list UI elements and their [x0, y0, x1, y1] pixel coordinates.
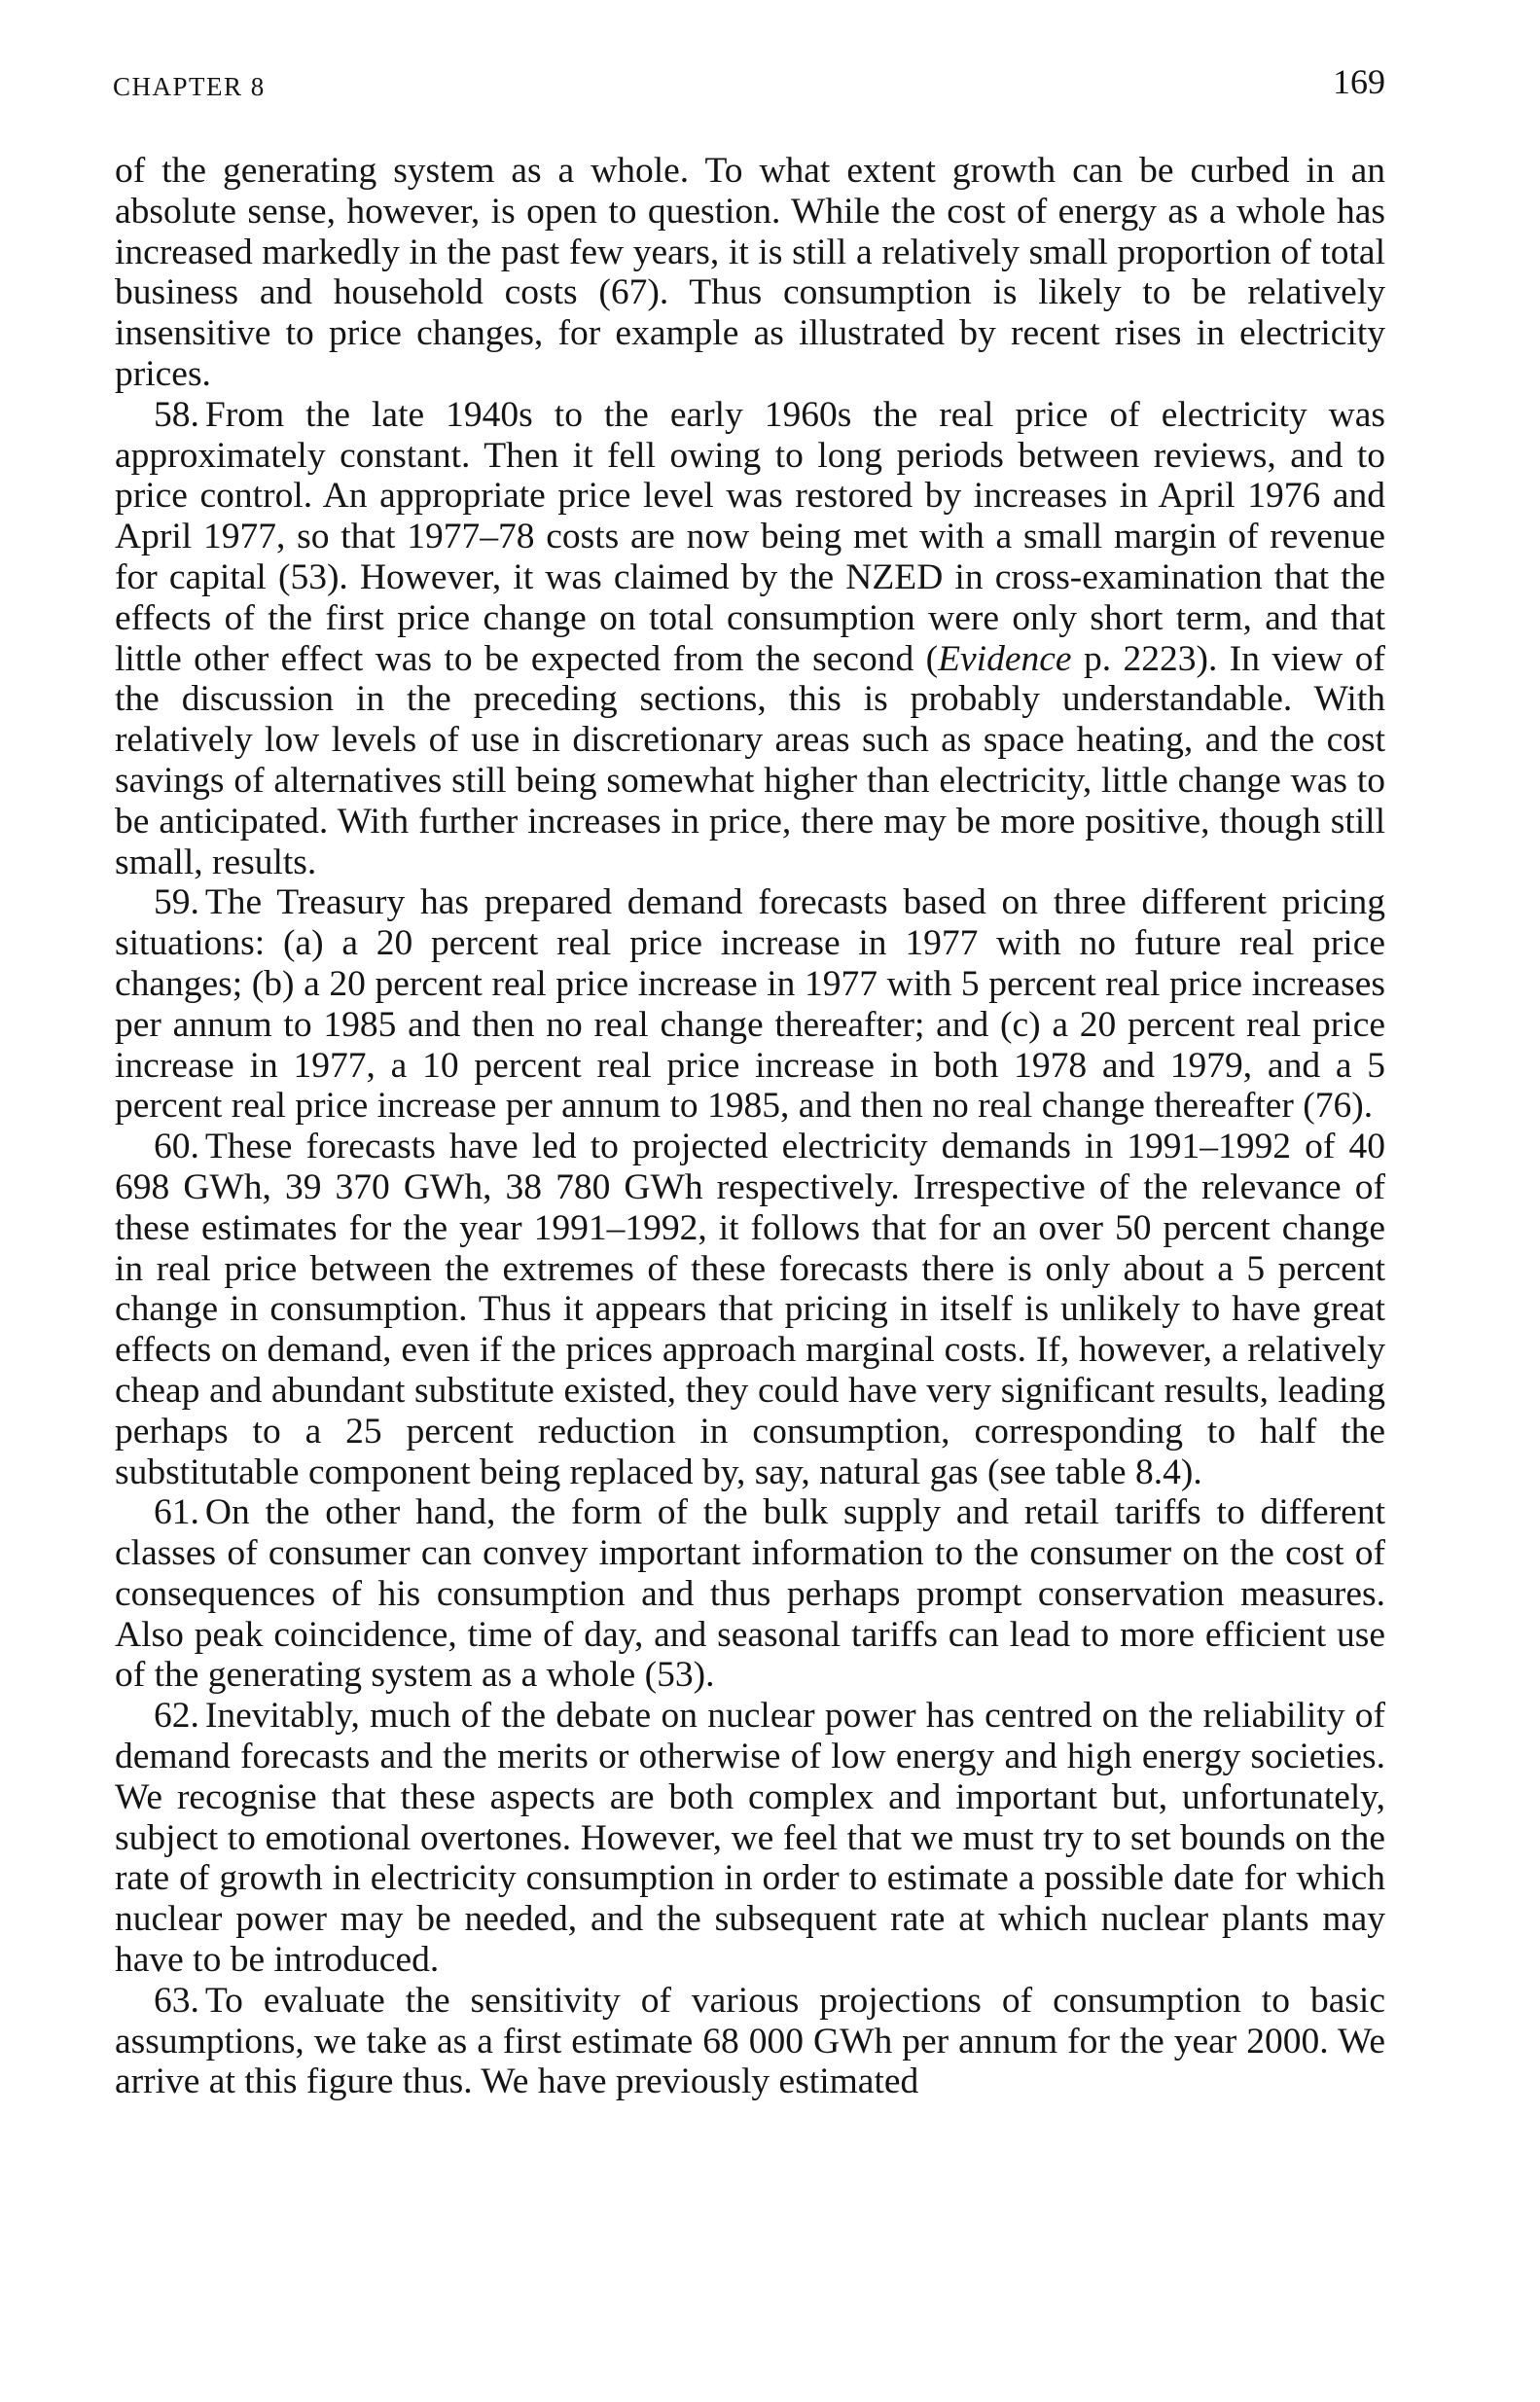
paragraph-text: On the other hand, the form of the bulk supply and retail tariffs to different classes of consumer can convey important information to the consumer on the cost of consequences of his consumption and thus perhaps prompt conservation measures. Also peak coincidence, time of day, and seasonal tariffs can lead to more efficient use of the generating system as a whole (53).	[115, 1492, 1385, 1696]
continued-paragraph	[115, 151, 1385, 395]
body-text	[115, 151, 1385, 2102]
paragraph-62	[115, 1696, 1385, 1981]
paragraph-61	[115, 1492, 1385, 1696]
paragraph-63	[115, 1981, 1385, 2102]
paragraph-text: These forecasts have led to projected electricity demands in 1991–1992 of 40 698 GWh, 39 370 GWh, 38 780 GWh respectively. Irrespective of the relevance of these estimates for the year 1991–1992, it follows that for an over 50 percent change in real price between the extremes of these forecasts there is only about a 5 percent change in consumption. Thus it appears that pricing in itself is unlikely to have great effects on demand, even if the prices approach marginal costs. If, however, a relatively cheap and abundant substitute existed, they could have very significant results, leading perhaps to a 25 percent reduction in consumption, corresponding to half the substitutable component being replaced by, say, natural gas (see table 8.4).	[115, 1127, 1385, 1492]
paragraph-number: 61.	[154, 1492, 199, 1533]
chapter-label: CHAPTER 8	[113, 72, 266, 101]
paragraph-58	[115, 395, 1385, 883]
paragraph-text: p. 2223). In view of the discussion in the preceding sections, this is probably understandable. With relatively low levels of use in discretionary areas such as space heating, and the cost savings of alternatives still being somewhat higher than electricity, little change was to be anticipated. With further increases in price, there may be more positive, though still small, results.	[115, 638, 1385, 882]
paragraph-60	[115, 1127, 1385, 1492]
paragraph-text: The Treasury has prepared demand forecasts based on three different pricing situations: (a) a 20 percent real price increase in 1977 with no future real price changes; (b) a 20 percent real price increase in 1977 with 5 percent real price increases per annum to 1985 and then no real change thereafter; and (c) a 20 percent real price increase in 1977, a 10 percent real price increase in both 1978 and 1979, and a 5 percent real price increase per annum to 1985, and then no real change thereafter (76).	[115, 882, 1385, 1127]
paragraph-number: 62.	[154, 1696, 199, 1737]
paragraph-number: 60.	[154, 1127, 199, 1167]
paragraph-text: of the generating system as a whole. To what extent growth can be curbed in an absolute sense, however, is open to question. While the cost of energy as a whole has increased markedly in the past few years, it is still a relatively small proportion of total business and household costs (67). Thus consumption is likely to be relatively insensitive to price changes, for example as illustrated by recent rises in electricity prices.	[115, 151, 1385, 394]
paragraph-text: From the late 1940s to the early 1960s the real price of electricity was approximately constant. Then it fell owing to long periods between reviews, and to price control. An appropriate price level was restored by increases in April 1976 and April 1977, so that 1977–78 costs are now being met with a small margin of revenue for capital (53). However, it was claimed by the NZED in cross-examination that the effects of the first price change on total consumption were only short term, and that little other effect was to be expected from the second (	[115, 394, 1385, 679]
paragraph-59	[115, 882, 1385, 1127]
paragraph-number: 58.	[154, 394, 199, 435]
italic-citation: Evidence	[938, 638, 1072, 679]
paragraph-number: 63.	[154, 1980, 199, 2021]
paragraph-text: Inevitably, much of the debate on nuclear power has centred on the reliability of demand forecasts and the merits or otherwise of low energy and high energy societies. We recognise that these aspects are both complex and important but, unfortunately, subject to emotional overtones. However, we feel that we must try to set bounds on the rate of growth in electricity consumption in order to estimate a possible date for which nuclear power may be needed, and the subsequent rate at which nuclear plants may have to be introduced.	[115, 1696, 1385, 1981]
page-header	[113, 60, 1385, 109]
paragraph-number: 59.	[154, 882, 199, 923]
page-number: 169	[1333, 62, 1385, 101]
paragraph-text: To evaluate the sensitivity of various projections of consumption to basic assumptions, we take as a first estimate 68 000 GWh per annum for the year 2000. We arrive at this figure thus. We have previously estimated	[115, 1980, 1385, 2102]
